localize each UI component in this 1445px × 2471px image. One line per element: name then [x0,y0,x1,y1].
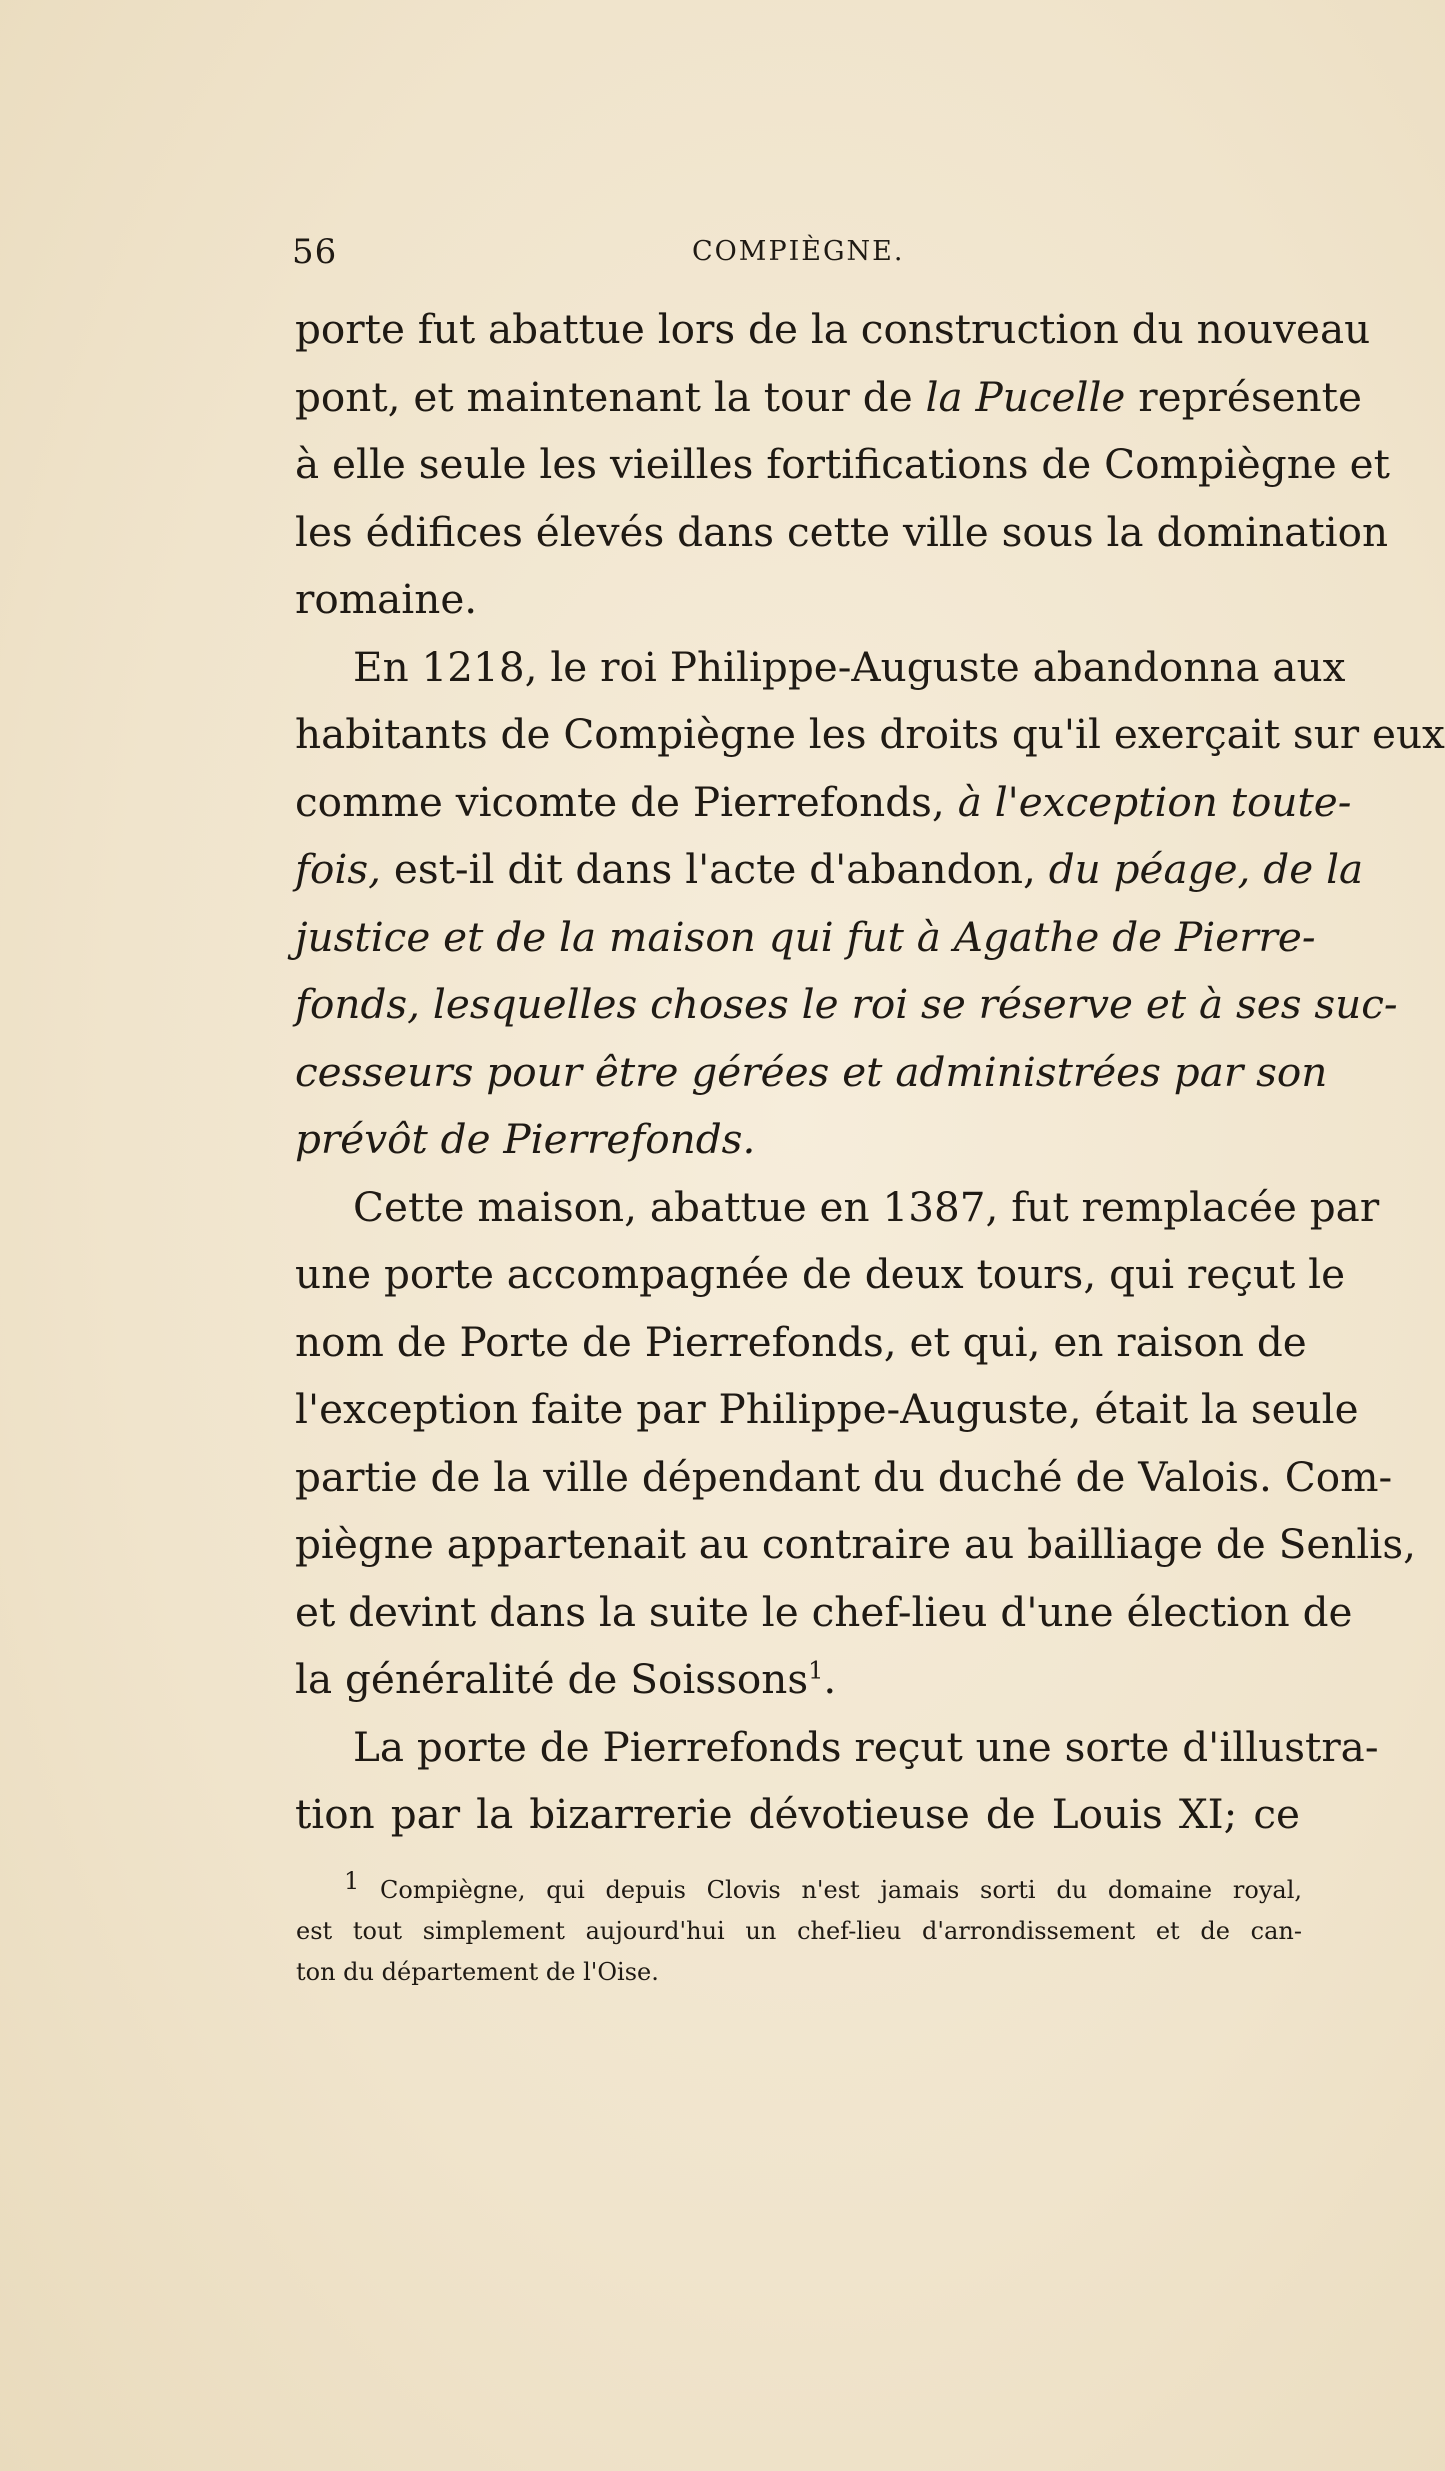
page-number: 56 [292,232,338,272]
italic-text: la Pucelle [925,372,1126,421]
running-head [292,232,1302,282]
footnote-line: ton du département de l'Oise. [296,1958,659,1986]
text-line: cesseurs pour être gérées et administrées par son [295,1047,1328,1096]
footnote [296,1867,1302,1993]
text-line: La porte de Pierrefonds reçut une sorte d'illustra- [353,1722,1379,1771]
text-line: fonds, lesquelles choses le roi se réserve et à ses suc- [295,980,1398,1028]
text-line: et devint dans la suite le chef-lieu d'une élection de [295,1587,1353,1636]
text-line: justice et de la maison qui fut à Agathe de Pierre- [295,912,1316,961]
text-line: comme vicomte de Pierrefonds, à l'exception toute- [295,777,1352,826]
text-line: En 1218, le roi Philippe-Auguste abandonna aux [353,642,1346,691]
text-line: la généralité de Soissons$^1$. [295,1655,837,1703]
text-line: une porte accompagnée de deux tours, qui reçut le [295,1250,1346,1298]
text-line: fois, est-il dit dans l'acte d'abandon, du péage, de la [295,845,1364,893]
footnote-line: est tout simplement aujourd'hui un chef-lieu d'arrondissement et de can- [296,1917,1302,1945]
text-line: les édifices élevés dans cette ville sous la domination [295,507,1389,556]
text-line: romaine. [295,575,478,623]
text-line: porte fut abattue lors de la construction du nouveau [295,305,1371,353]
text-line: tion par la bizarrerie dévotieuse de Louis XI; ce [295,1790,1300,1838]
italic-text: fois, [295,845,381,893]
italic-text: du péage, de la [1048,845,1364,893]
text-line: nom de Porte de Pierrefonds, et qui, en raison de [295,1317,1307,1366]
text-line: habitants de Compiègne les droits qu'il exerçait sur eux [295,710,1445,758]
text-line: pont, et maintenant la tour de la Pucelle représente [295,372,1362,421]
footnote-reference[interactable]: 1 [808,1656,824,1685]
text-line: partie de la ville dépendant du duché de Valois. Com- [295,1452,1393,1501]
text-line: à elle seule les vieilles fortifications de Compiègne et [295,440,1390,488]
text-line: piègne appartenait au contraire au bailliage de Senlis, [295,1520,1416,1568]
footnote-marker: 1 [344,1867,360,1895]
text-line: prévôt de Pierrefonds. [295,1115,756,1163]
running-title: COMPIÈGNE. [692,236,905,267]
text-line: l'exception faite par Philippe-Auguste, était la seule [295,1385,1359,1433]
text-line: Cette maison, abattue en 1387, fut remplacée par [353,1182,1380,1231]
footnote-line: 1 Compiègne, qui depuis Clovis n'est jamais sorti du domaine royal, [344,1867,1302,1904]
body-text [295,296,1445,1849]
italic-text: à l'exception toute- [957,777,1352,826]
